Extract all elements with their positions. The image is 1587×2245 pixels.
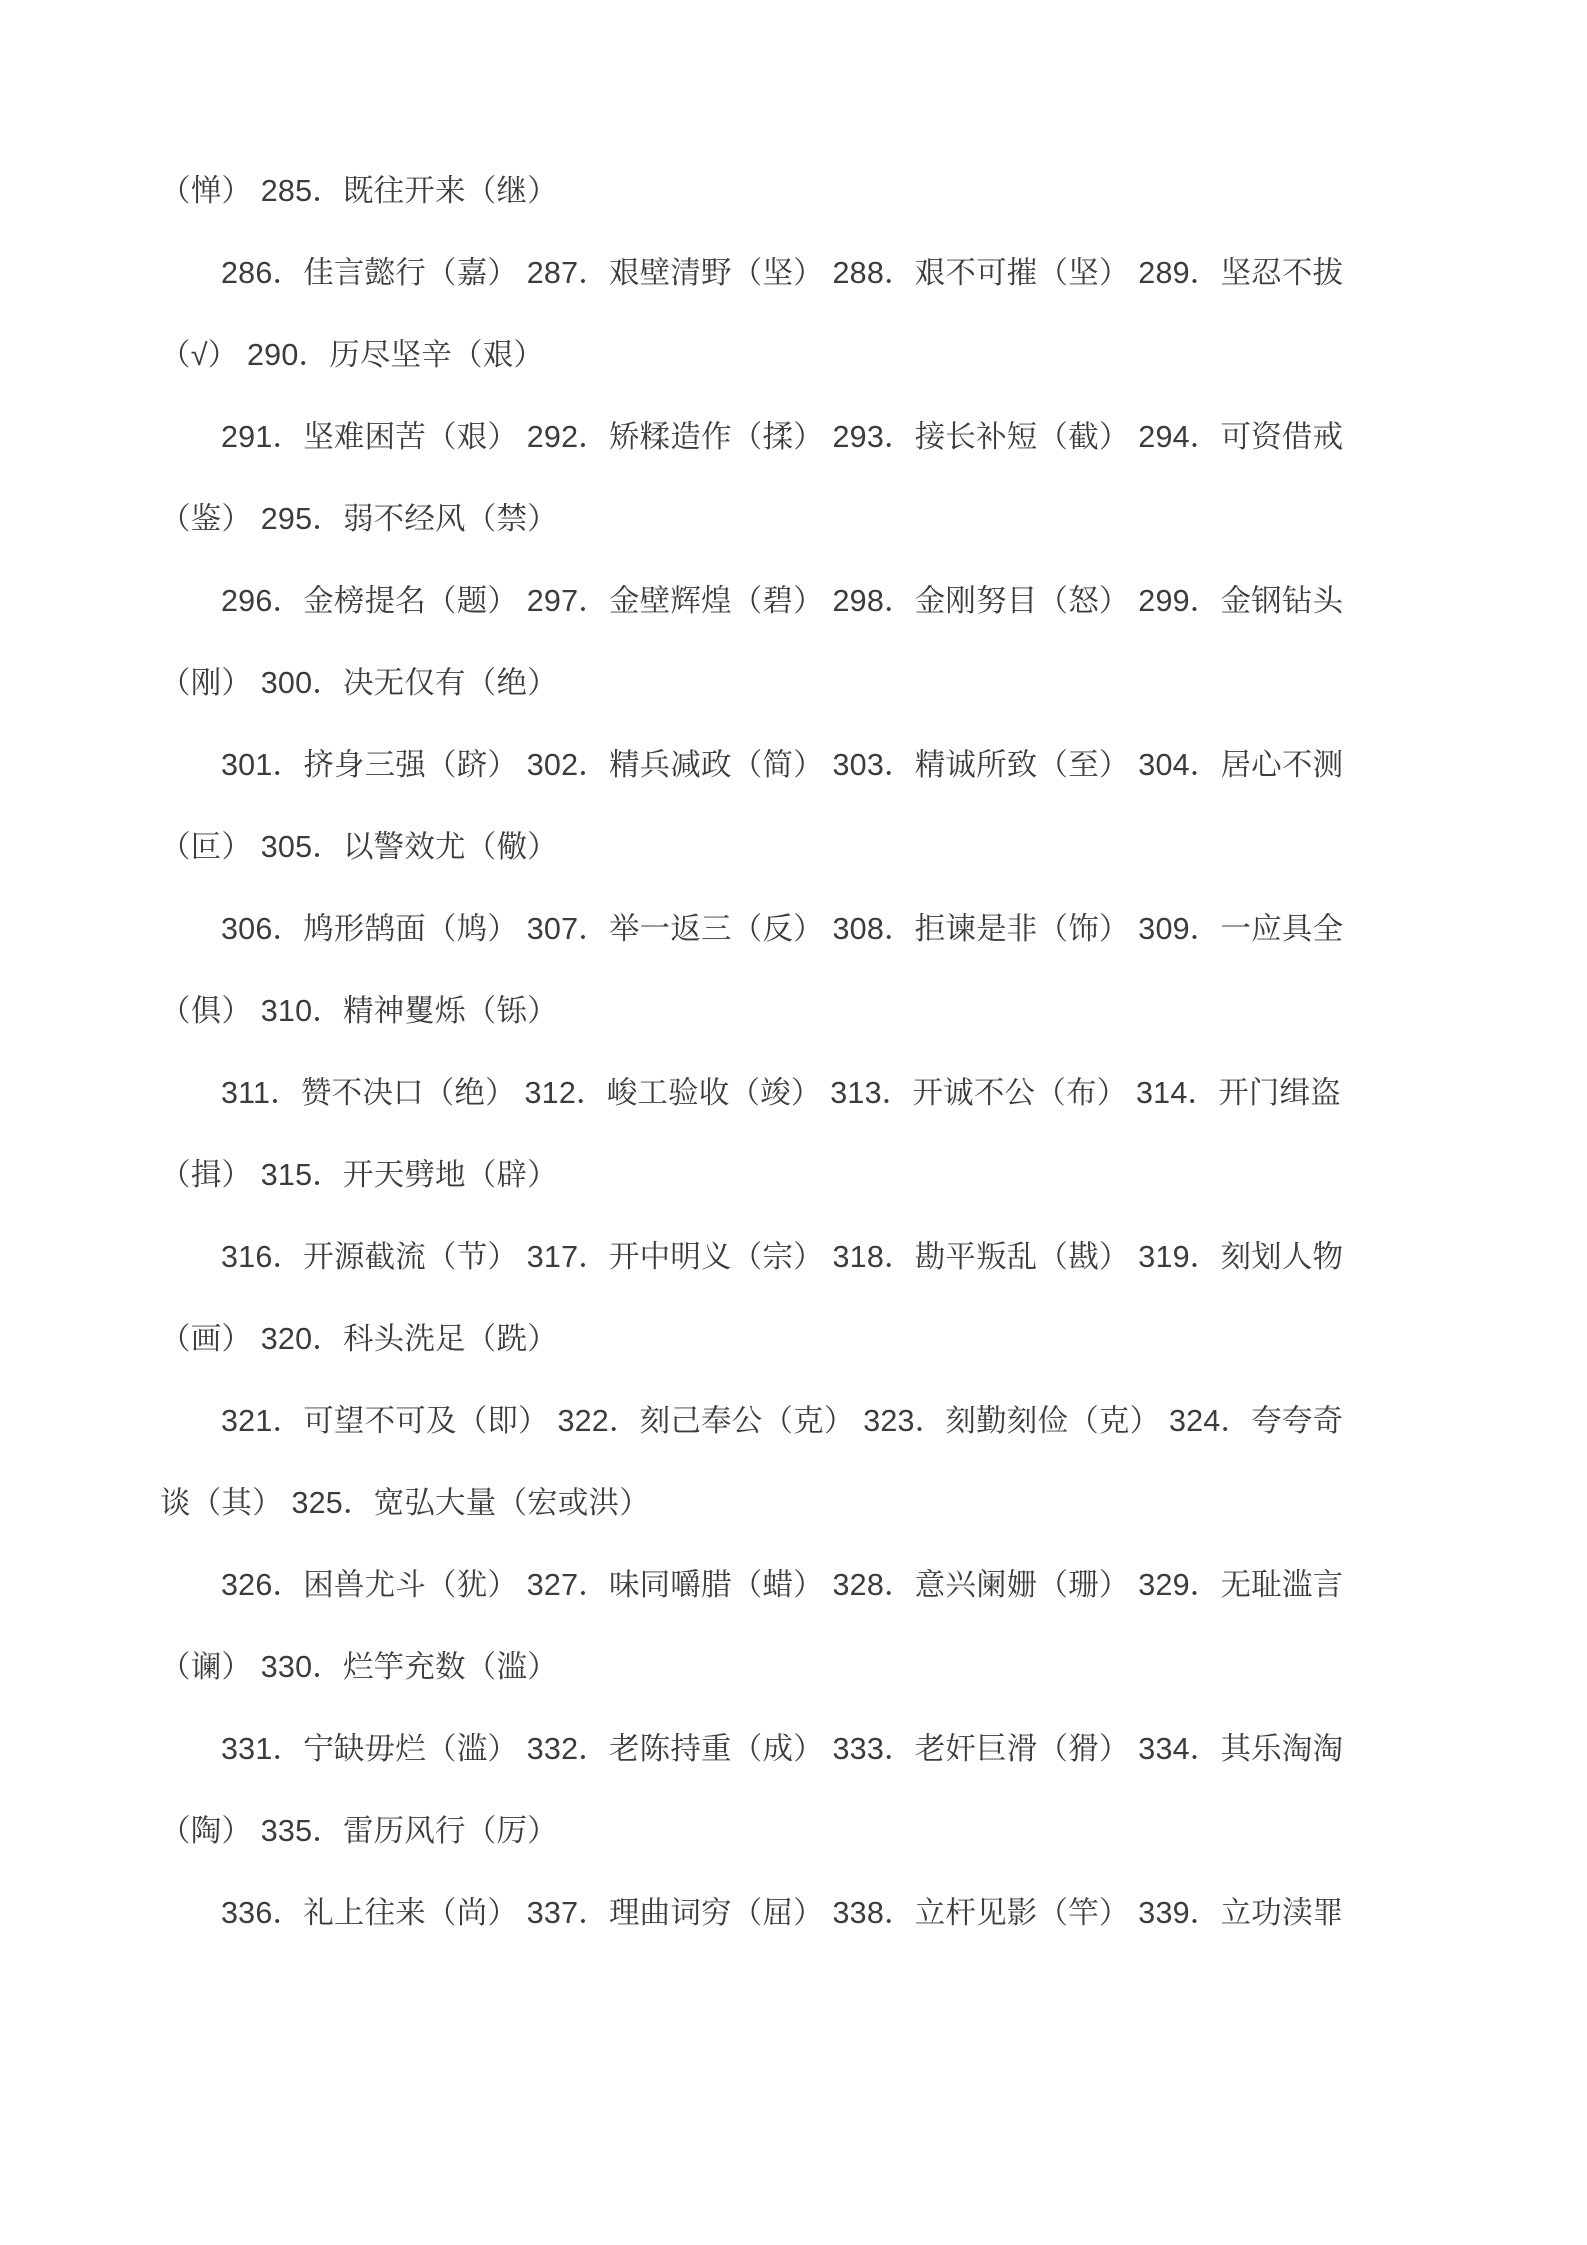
- document-paragraph: （陶） 335．雷历风行（厉）: [160, 1814, 558, 1848]
- document-paragraph: （鉴） 295．弱不经风（禁）: [160, 502, 558, 536]
- document-paragraph: 291．坚难困苦（艰） 292．矫糅造作（揉） 293．接长补短（截） 294．可资借戒: [221, 420, 1344, 454]
- document-paragraph: 306．鸠形鹄面（鸠） 307．举一返三（反） 308．拒谏是非（饰） 309．一应具全: [221, 912, 1344, 946]
- document-paragraph: 331．宁缺毋烂（滥） 332．老陈持重（成） 333．老奸巨滑（猾） 334．其乐淘淘: [221, 1732, 1344, 1766]
- document-paragraph: （俱） 310．精神矍烁（铄）: [160, 994, 558, 1028]
- document-paragraph: 311．赞不决口（绝） 312．峻工验收（竣） 313．开诚不公（布） 314．开门缉盗: [221, 1076, 1342, 1110]
- document-paragraph: （√） 290．历尽坚辛（艰）: [160, 338, 545, 372]
- document-paragraph: 296．金榜提名（题） 297．金壁辉煌（碧） 298．金刚努目（怒） 299．金钢钻头: [221, 584, 1344, 618]
- document-paragraph: 286．佳言懿行（嘉） 287．艰壁清野（坚） 288．艰不可摧（坚） 289．坚忍不拔: [221, 256, 1344, 290]
- document-paragraph: 326．困兽尤斗（犹） 327．味同嚼腊（蜡） 328．意兴阑姗（珊） 329．无耻滥言: [221, 1568, 1344, 1602]
- document-paragraph: （画） 320．科头洗足（跣）: [160, 1322, 558, 1356]
- document-paragraph: 321．可望不可及（即） 322．刻己奉公（克） 323．刻勤刻俭（克） 324．夸夸奇: [221, 1404, 1344, 1438]
- document-paragraph: （叵） 305．以警效尤（儆）: [160, 830, 558, 864]
- document-paragraph: 316．开源截流（节） 317．开中明义（宗） 318．勘平叛乱（戡） 319．刻划人物: [221, 1240, 1344, 1274]
- document-paragraph: （谰） 330．烂竽充数（滥）: [160, 1650, 558, 1684]
- document-paragraph: 谈（其） 325．宽弘大量（宏或洪）: [160, 1486, 650, 1520]
- document-paragraph: （惮） 285．既往开来（继）: [160, 174, 558, 208]
- document-paragraph: 301．挤身三强（跻） 302．精兵减政（简） 303．精诚所致（至） 304．居心不测: [221, 748, 1344, 782]
- document-paragraph: （刚） 300．决无仅有（绝）: [160, 666, 558, 700]
- document-body: [160, 150, 1430, 1954]
- document-paragraph: 336．礼上往来（尚） 337．理曲词穷（屈） 338．立杆见影（竿） 339．立功渎罪: [221, 1896, 1344, 1930]
- document-paragraph: （揖） 315．开天劈地（辟）: [160, 1158, 558, 1192]
